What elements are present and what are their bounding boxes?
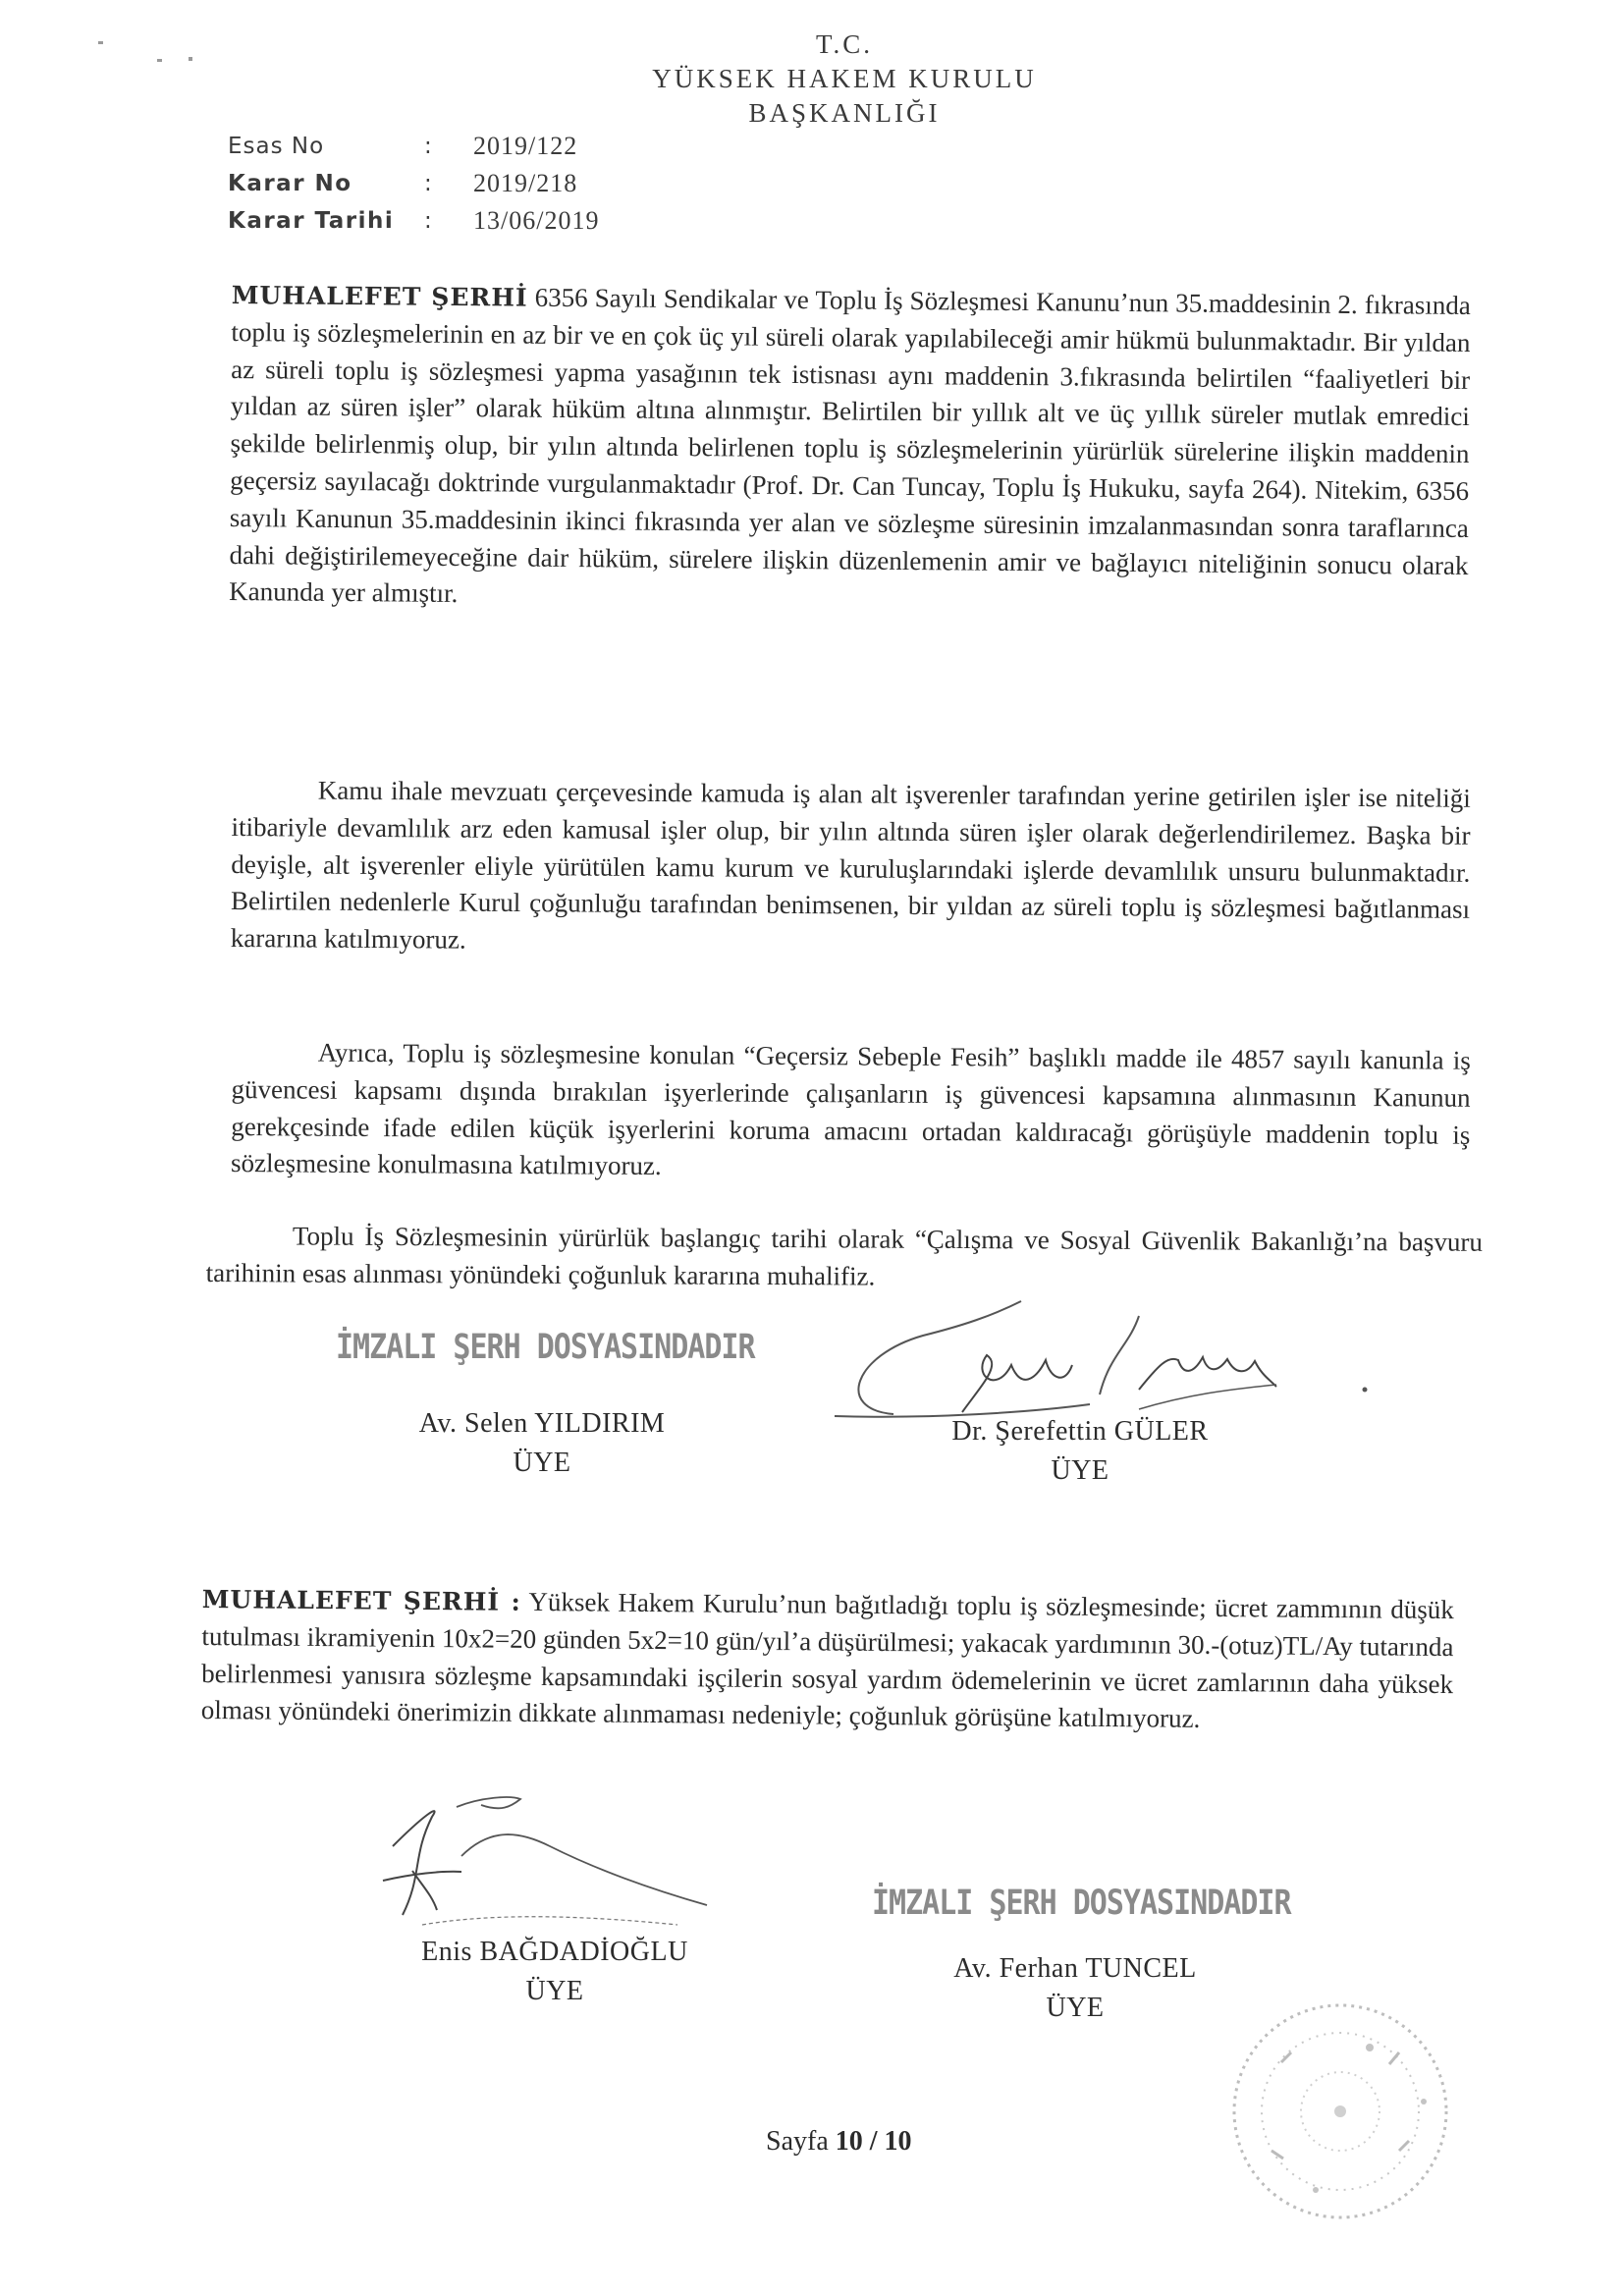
signature-block-left-2 [393, 1933, 717, 2011]
header-line-tc: T.C. [816, 29, 873, 59]
meta-value: 2019/218 [473, 169, 578, 197]
signed-dissent-stamp: İMZALI ŞERH DOSYASINDADIR [872, 1884, 1291, 1924]
dissent-paragraph-2: Kamu ihale mevzuatı çerçevesinde kamuda iş alan alt işverenler tarafından yerine getirilen işler ise niteliği itibariyle devamlılık arz eden kamusal işler olup, bir yılın altında süren işler olarak değerlendirilemez. Başka bir deyişle, alt işverenler eliyle yürütülen kamu kurum ve kuruluşlarındaki işlerde devamlılık unsuru bulunmaktadır. Belirtilen nedenlerle Kurul çoğunluğu tarafından benimsenen, bir yıldan az süreli toplu iş sözleşmesi bağıtlanması kararına katılmıyoruz. [230, 775, 1471, 955]
signature-block-right-2 [913, 1949, 1237, 2028]
scan-speck [157, 59, 162, 62]
dissent-paragraph-4: Toplu İş Sözleşmesinin yürürlük başlangıç tarihi olarak “Çalışma ve Sosyal Güvenlik Bakanlığı’na başvuru tarihinin esas alınması yönündeki çoğunluk kararına muhalifiz. [205, 1221, 1483, 1291]
dissent-paragraph-3: Ayrıca, Toplu iş sözleşmesine konulan “Geçersiz Sebeple Fesih” başlıklı madde ile 4857 sayılı kanunla iş güvencesi kapsamı dışında bırakılan işyerlerinde çalışanların iş güvencesi kapsamına alınmasının Kanunun gerekçesinde ifade edilen küçük işyerlerini koruma amacını ortadan kaldıracağı görüşüyle maddenin toplu iş sözleşmesine konulmasına katılmıyoruz. [230, 1037, 1471, 1181]
dissent-paragraph-1 [229, 277, 1471, 622]
meta-colon: : [424, 171, 432, 196]
dissent-heading: MUHALEFET ŞERHİ [231, 280, 528, 312]
member-name: Av. Ferhan TUNCEL [953, 1953, 1197, 1984]
page-total: 10 [884, 2126, 912, 2157]
case-meta-block [228, 128, 599, 240]
meta-value: 13/06/2019 [473, 206, 600, 235]
document-header [589, 27, 1100, 131]
dissent-text: 6356 Sayılı Sendikalar ve Toplu İş Sözleşmesi Kanunu’nun 35.maddesinin 2. fıkrasında toplu iş sözleşmelerinin en az bir ve en çok üç yıl süreli olarak yapılabileceği amir hükmü bulunmaktadır. Bir yıldan az süreli toplu iş sözleşmesi yapma yasağının tek istisnası aynı maddenin 3.fıkrasında belirtilen “faaliyetleri bir yıldan az süren işler” olarak hüküm altına alınmıştır. Belirtilen bir yıllık alt ve üç yıllık süreler mutlak emredici şekilde belirlenmiş olup, bir yılın altında belirlenen toplu iş sözleşmelerinin yürürlük sürelerine ilişkin maddenin geçersiz sayılacağı doktrinde vurgulanmaktadır (Prof. Dr. Can Tuncay, Toplu İş Hukuku, sayfa 264). Nitekim, 6356 sayılı Kanunun 35.maddesinin ikinci fıkrasında yer alan ve sözleşme süresinin imzalanmasından sonra taraflarınca dahi değiştirilemeyeceğine dair hüküm, sürelere ilişkin düzenlemenin amir ve bağlayıcı niteliğinin sonucu olarak Kanunda yer almıştır. [229, 282, 1471, 609]
signed-dissent-stamp: İMZALI ŞERH DOSYASINDADIR [336, 1328, 755, 1368]
header-line-institution: YÜKSEK HAKEM KURULU [652, 64, 1037, 93]
scan-speck [98, 41, 103, 44]
meta-row-karar [228, 165, 599, 202]
page-separator: / [869, 2126, 878, 2157]
meta-key: Karar No [228, 171, 352, 196]
meta-key: Esas No [228, 134, 325, 159]
meta-row-karar-tarihi [228, 202, 599, 240]
member-role: ÜYE [1046, 1993, 1105, 2023]
meta-colon: : [424, 208, 432, 234]
dissent-text: Yüksek Hakem Kurulu’nun bağıtladığı toplu iş sözleşmesinde; ücret zammının düşük tutulması ikramiyenin 10x2=20 günden 5x2=10 gün/yıl’a düşürülmesi; yakacak yardımının 30.-(otuz)TL/Ay tutarında belirlenmesi yanısıra sözleşme kapsamındaki işçilerin sosyal yardım ödemelerinin ve ücret zamlarının daha yüksek olması yönündeki önerimizin dikkate alınmaması nedeniyle; çoğunluk görüşüne katılmıyoruz. [200, 1586, 1454, 1734]
member-name: Av. Selen YILDIRIM [418, 1408, 666, 1439]
page-number [766, 2126, 912, 2158]
page-current: 10 [835, 2126, 863, 2157]
member-role: ÜYE [513, 1448, 571, 1478]
meta-row-esas [228, 128, 599, 165]
official-seal [1222, 1994, 1458, 2229]
dissent-paragraph-5 [201, 1581, 1454, 1740]
member-role: ÜYE [1051, 1455, 1109, 1486]
member-role: ÜYE [525, 1976, 584, 2006]
dissent-heading: MUHALEFET ŞERHİ : [201, 1584, 521, 1616]
member-name: Dr. Şerefettin GÜLER [951, 1416, 1209, 1447]
page-prefix: Sayfa [766, 2126, 829, 2157]
meta-colon: : [424, 134, 432, 159]
scan-speck [189, 57, 192, 61]
member-name: Enis BAĞDADİOĞLU [421, 1937, 688, 1967]
meta-key: Karar Tarihi [228, 208, 395, 234]
meta-value: 2019/122 [473, 132, 578, 160]
signature-block-right [884, 1412, 1276, 1491]
header-line-presidency: BAŞKANLIĞI [748, 98, 941, 128]
signature-block-left [375, 1404, 709, 1483]
handwritten-signature [363, 1777, 746, 1944]
